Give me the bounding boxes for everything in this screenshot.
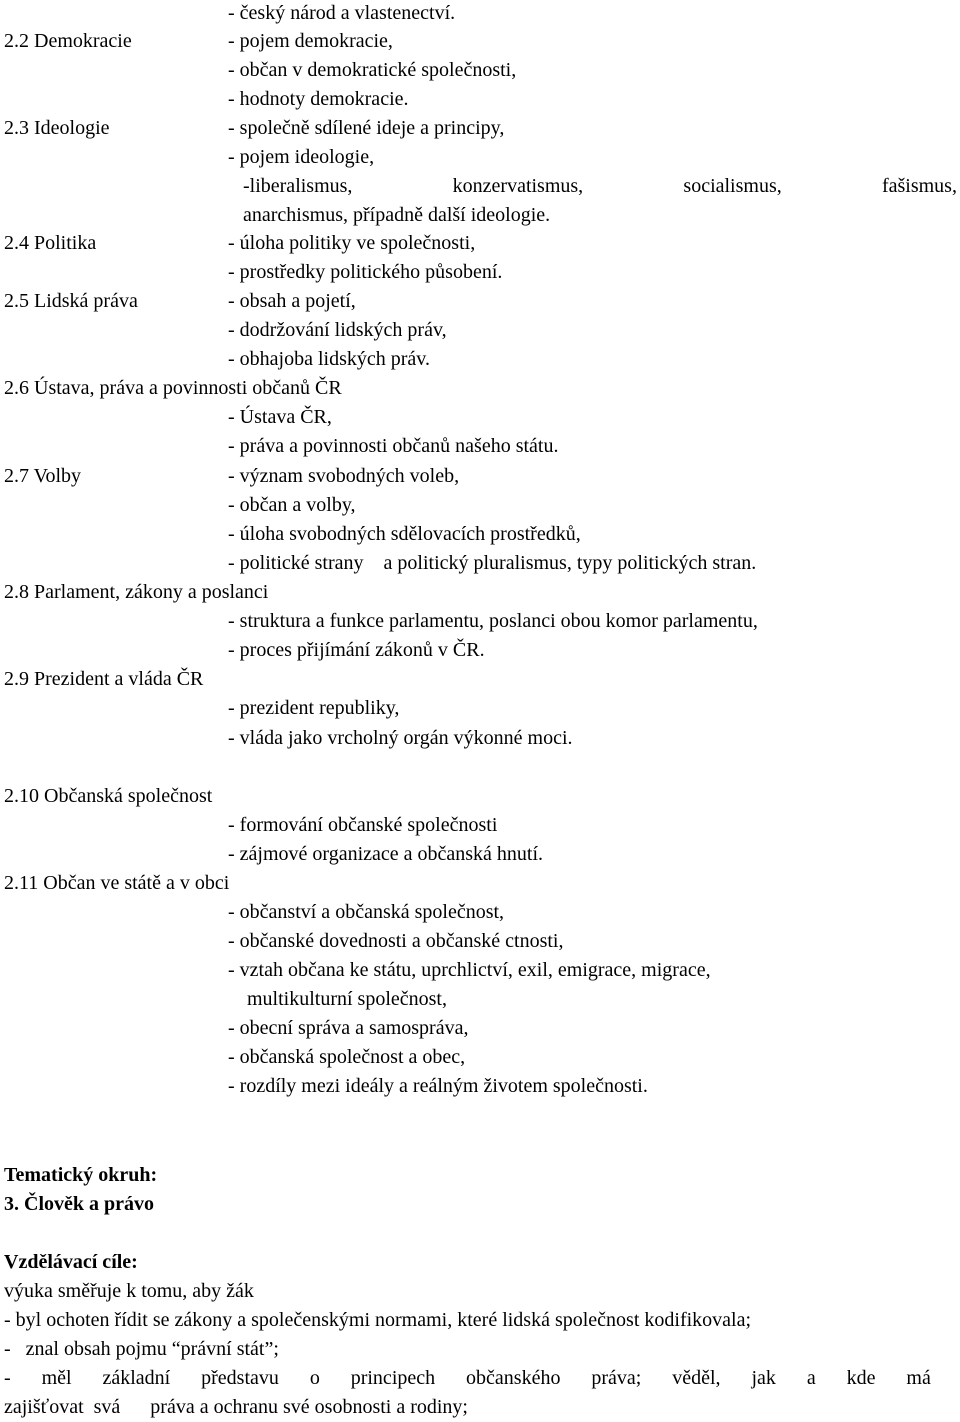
section-heading: 2.9 Prezident a vláda ČR — [4, 668, 204, 690]
word: kde — [846, 1367, 876, 1389]
list-item: multikulturní společnost, — [247, 988, 447, 1010]
goal-line: zajišťovat svá práva a ochranu své osobnosti a rodiny; — [4, 1396, 468, 1418]
section-heading: 2.6 Ústava, práva a povinnosti občanů ČR — [4, 377, 342, 399]
section-heading: 2.11 Občan ve státě a v obci — [4, 872, 230, 894]
list-item: - vztah občana ke státu, uprchlictví, exil, emigrace, migrace, — [228, 959, 711, 981]
word: představu — [201, 1367, 279, 1389]
word: konzervatismus, — [452, 175, 584, 197]
goal-line: - znal obsah pojmu “právní stát”; — [4, 1338, 279, 1360]
list-item: - prostředky politického působení. — [228, 261, 503, 283]
list-item: - Ústava ČR, — [228, 406, 332, 428]
thematic-title: 3. Člověk a právo — [4, 1193, 154, 1215]
word: věděl, — [672, 1367, 721, 1389]
list-item: - občanské dovednosti a občanské ctnosti, — [228, 930, 564, 952]
section-heading: 2.3 Ideologie — [4, 117, 110, 139]
list-item: - práva a povinnosti občanů našeho státu. — [228, 435, 559, 457]
list-item: - úloha svobodných sdělovacích prostředků, — [228, 523, 581, 545]
list-item: - společně sdílené ideje a principy, — [228, 117, 505, 139]
list-item: - struktura a funkce parlamentu, poslanci obou komor parlamentu, — [228, 610, 758, 632]
goal-line: - byl ochoten řídit se zákony a společenskými normami, které lidská společnost kodifikovala; — [4, 1309, 752, 1331]
list-item: - zájmové organizace a občanská hnutí. — [228, 843, 544, 865]
word: základní — [102, 1367, 171, 1389]
list-item: - rozdíly mezi ideály a reálným životem společnosti. — [228, 1075, 648, 1097]
word: občanského — [466, 1367, 561, 1389]
list-item: - proces přijímání zákonů v ČR. — [228, 639, 485, 661]
goals-label: Vzdělávací cíle: — [4, 1251, 138, 1273]
section-heading: 2.5 Lidská práva — [4, 290, 138, 312]
list-item: - úloha politiky ve společnosti, — [228, 232, 476, 254]
section-heading: 2.4 Politika — [4, 232, 97, 254]
goals-intro: výuka směřuje k tomu, aby žák — [4, 1280, 254, 1302]
list-item: - význam svobodných voleb, — [228, 465, 460, 487]
list-item: - občan a volby, — [228, 494, 356, 516]
word: socialismus, — [683, 175, 782, 197]
list-item: - obhajoba lidských práv. — [228, 348, 430, 370]
list-item: - prezident republiky, — [228, 697, 400, 719]
list-item: - český národ a vlastenectví. — [228, 2, 456, 24]
word: -liberalismus, — [243, 175, 353, 197]
list-item: - občanství a občanská společnost, — [228, 901, 505, 923]
list-item: - pojem demokracie, — [228, 30, 393, 52]
list-item: anarchismus, případně další ideologie. — [243, 204, 551, 226]
goal-line — [4, 1368, 931, 1388]
list-item: - hodnoty demokracie. — [228, 88, 409, 110]
list-item: - obecní správa a samospráva, — [228, 1017, 469, 1039]
word: - — [4, 1367, 11, 1389]
list-item: - dodržování lidských práv, — [228, 319, 447, 341]
section-heading: 2.2 Demokracie — [4, 30, 132, 52]
list-item: - formování občanské společnosti — [228, 814, 498, 836]
ideology-list-line — [243, 176, 957, 196]
section-heading: 2.8 Parlament, zákony a poslanci — [4, 581, 269, 603]
list-item: - politické strany a politický pluralismus, typy politických stran. — [228, 552, 757, 574]
list-item: - obsah a pojetí, — [228, 290, 356, 312]
word: o — [309, 1367, 320, 1389]
word: jak — [751, 1367, 776, 1389]
list-item: - vláda jako vrcholný orgán výkonné moci. — [228, 727, 573, 749]
word: principech — [350, 1367, 436, 1389]
list-item: - občan v demokratické společnosti, — [228, 59, 517, 81]
list-item: - pojem ideologie, — [228, 146, 375, 168]
word: měl — [41, 1367, 72, 1389]
list-item: - občanská společnost a obec, — [228, 1046, 466, 1068]
word: práva; — [591, 1367, 642, 1389]
thematic-label: Tematický okruh: — [4, 1164, 158, 1186]
section-heading: 2.7 Volby — [4, 465, 82, 487]
word: má — [906, 1367, 931, 1389]
word: fašismus, — [881, 175, 957, 197]
section-heading: 2.10 Občanská společnost — [4, 785, 213, 807]
word: a — [806, 1367, 816, 1389]
